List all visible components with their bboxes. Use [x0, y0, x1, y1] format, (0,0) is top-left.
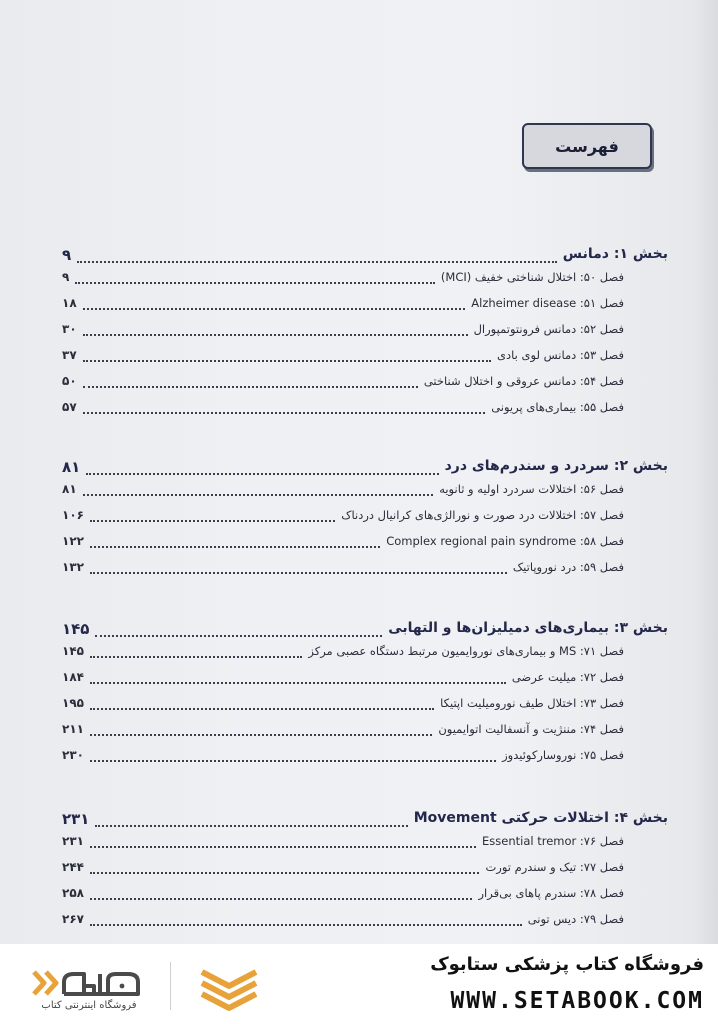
chapter-page-number: ۱۸۴	[62, 670, 84, 684]
section-page-number: ۹	[62, 246, 72, 264]
chapter-entry[interactable]	[0, 320, 718, 342]
dotted-leader	[83, 386, 418, 388]
section-title: بخش ۳: بیماری‌های دمیلیزان‌ها و التهابی	[388, 620, 668, 636]
chapter-page-number: ۸۱	[62, 482, 77, 496]
section-title: بخش ۱: دمانس	[562, 246, 668, 262]
chapter-title: فصل ۵۸: Complex regional pain syndrome	[386, 534, 624, 548]
chapter-title: فصل ۵۰: اختلال شناختی خفیف (MCI)	[440, 270, 624, 284]
store-name: فروشگاه کتاب پزشکی ستابوک	[430, 954, 704, 975]
chapter-title: فصل ۵۷: اختلالات درد صورت و نورالژی‌های کرانیال دردناک	[341, 508, 624, 522]
dotted-leader	[83, 412, 485, 414]
chapter-page-number: ۳۰	[62, 322, 77, 336]
chapter-page-number: ۲۳۱	[62, 834, 84, 848]
chapter-title: فصل ۷۲: میلیت عرضی	[511, 670, 624, 684]
logo-divider	[170, 962, 171, 1010]
chapter-title: فصل ۵۶: اختلالات سردرد اولیه و ثانویه	[439, 482, 624, 496]
chapter-entry[interactable]	[0, 884, 718, 906]
chapter-page-number: ۱۳۲	[62, 560, 84, 574]
chapter-page-number: ۲۵۸	[62, 886, 84, 900]
chapter-entry[interactable]	[0, 558, 718, 580]
dotted-leader	[77, 261, 557, 263]
dotted-leader	[83, 334, 468, 336]
section-page-number: ۲۳۱	[62, 810, 90, 828]
section-title: بخش ۲: سردرد و سندرم‌های درد	[444, 458, 668, 474]
store-url[interactable]: WWW.SETABOOK.COM	[450, 988, 704, 1014]
chapter-page-number: ۲۶۷	[62, 912, 84, 926]
chapter-page-number: ۱۲۲	[62, 534, 84, 548]
chapter-page-number: ۲۳۰	[62, 748, 84, 762]
chapter-page-number: ۹	[62, 270, 70, 284]
chapter-page-number: ۱۴۵	[62, 644, 84, 658]
chapter-page-number: ۵۷	[62, 400, 77, 414]
dotted-leader	[90, 760, 496, 762]
chapter-title: فصل ۷۹: دیس تونی	[527, 912, 624, 926]
chapter-page-number: ۱۹۵	[62, 696, 84, 710]
chevron-stack-icon	[196, 962, 262, 1014]
dotted-leader	[90, 708, 434, 710]
dotted-leader	[83, 494, 433, 496]
dotted-leader	[90, 546, 380, 548]
chapter-entry[interactable]	[0, 346, 718, 368]
dotted-leader	[83, 308, 465, 310]
chapter-title: فصل ۵۱: Alzheimer disease	[471, 296, 624, 310]
toc-title: فهرست	[522, 123, 652, 169]
chapter-page-number: ۳۷	[62, 348, 77, 362]
dotted-leader	[95, 635, 382, 637]
chapter-entry[interactable]	[0, 642, 718, 664]
chapter-page-number: ۵۰	[62, 374, 77, 388]
section-heading[interactable]	[0, 458, 718, 480]
chapter-title: فصل ۷۶: Essential tremor	[482, 834, 624, 848]
chapter-entry[interactable]	[0, 668, 718, 690]
dotted-leader	[90, 846, 476, 848]
dotted-leader	[95, 825, 408, 827]
dotted-leader	[90, 872, 479, 874]
section-page-number: ۸۱	[62, 458, 81, 476]
setabook-logo-icon	[30, 966, 144, 1000]
chapter-page-number: ۲۴۴	[62, 860, 84, 874]
chapter-entry[interactable]	[0, 858, 718, 880]
section-heading[interactable]	[0, 810, 718, 832]
dotted-leader	[90, 924, 522, 926]
section-page-number: ۱۴۵	[62, 620, 90, 638]
chapter-page-number: ۱۰۶	[62, 508, 84, 522]
chapter-entry[interactable]	[0, 746, 718, 768]
chapter-title: فصل ۷۷: تیک و سندرم تورت	[485, 860, 624, 874]
dotted-leader	[90, 734, 432, 736]
chapter-entry[interactable]	[0, 832, 718, 854]
chapter-title: فصل ۷۴: مننژیت و آنسفالیت اتوایمیون	[438, 722, 624, 736]
logo-tagline: فروشگاه اینترنتی کتاب	[41, 1000, 137, 1011]
chapter-entry[interactable]	[0, 532, 718, 554]
chapter-title: فصل ۵۳: دمانس لوی بادی	[497, 348, 624, 362]
dotted-leader	[86, 473, 439, 475]
chapter-entry[interactable]	[0, 398, 718, 420]
chapter-entry[interactable]	[0, 910, 718, 932]
chapter-entry[interactable]	[0, 372, 718, 394]
chapter-title: فصل ۷۵: نوروسارکوئیدوز	[502, 748, 624, 762]
chapter-title: فصل ۵۵: بیماری‌های پریونی	[491, 400, 624, 414]
chapter-title: فصل ۷۱: MS و بیماری‌های نوروایمیون مرتبط دستگاه عصبی مرکز	[308, 644, 624, 658]
chapter-entry[interactable]	[0, 268, 718, 290]
store-footer	[0, 944, 718, 1024]
dotted-leader	[90, 898, 472, 900]
chapter-entry[interactable]	[0, 294, 718, 316]
dotted-leader	[75, 282, 435, 284]
chapter-title: فصل ۵۹: درد نوروپاتیک	[512, 560, 624, 574]
chapter-page-number: ۱۸	[62, 296, 77, 310]
chapter-title: فصل ۷۳: اختلال طیف نورومیلیت اپتیکا	[440, 696, 624, 710]
chapter-page-number: ۲۱۱	[62, 722, 84, 736]
chapter-entry[interactable]	[0, 720, 718, 742]
chapter-entry[interactable]	[0, 506, 718, 528]
section-heading[interactable]	[0, 246, 718, 268]
chapter-title: فصل ۵۲: دمانس فرونتوتمپورال	[473, 322, 624, 336]
section-heading[interactable]	[0, 620, 718, 642]
dotted-leader	[83, 360, 491, 362]
chapter-entry[interactable]	[0, 694, 718, 716]
dotted-leader	[90, 656, 302, 658]
dotted-leader	[90, 572, 507, 574]
chapter-title: فصل ۵۴: دمانس عروقی و اختلال شناختی	[423, 374, 624, 388]
section-title: بخش ۴: اختلالات حرکتی Movement	[413, 810, 668, 826]
dotted-leader	[90, 682, 506, 684]
chapter-entry[interactable]	[0, 480, 718, 502]
dotted-leader	[90, 520, 335, 522]
chapter-title: فصل ۷۸: سندرم پاهای بی‌قرار	[478, 886, 624, 900]
